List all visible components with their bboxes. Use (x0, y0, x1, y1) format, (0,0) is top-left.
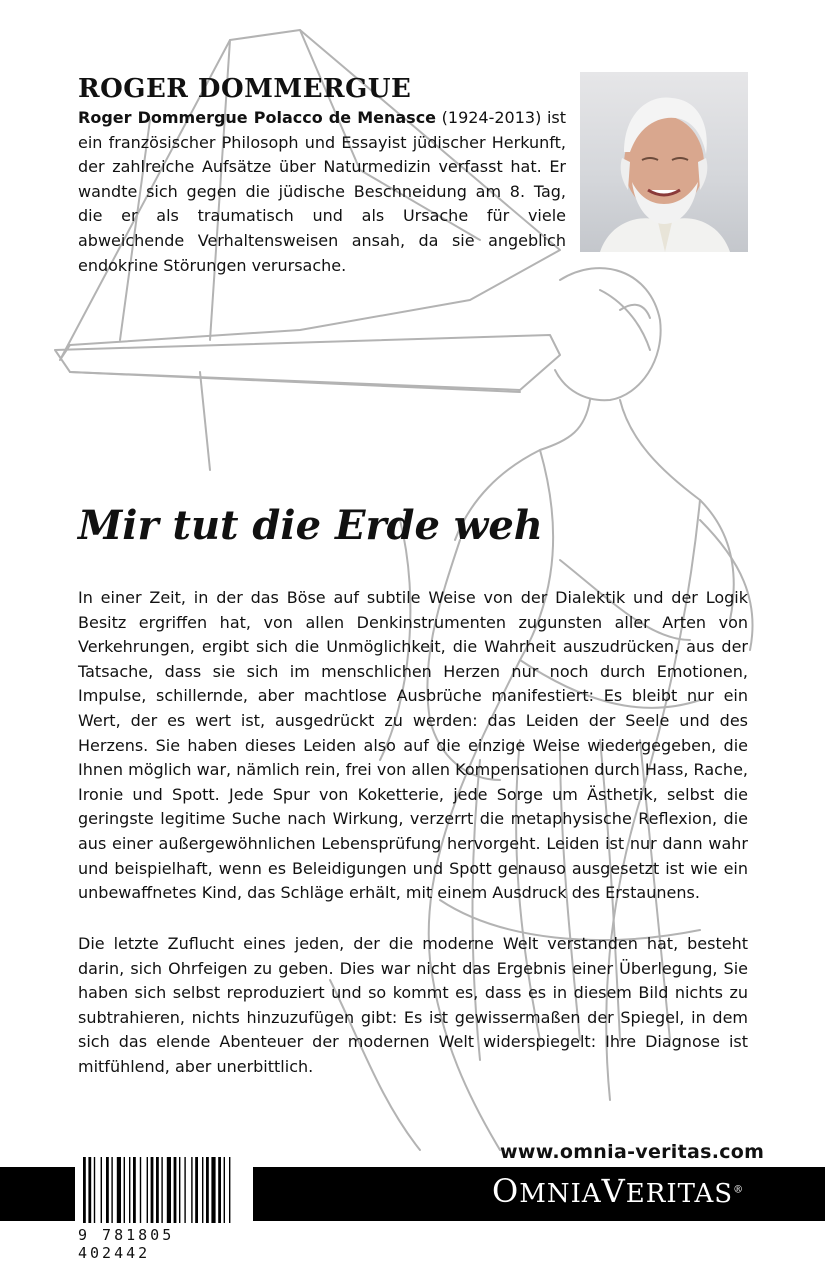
author-full-name: Roger Dommergue Polacco de Menasce (78, 108, 437, 127)
barcode-bar (218, 1157, 221, 1223)
logo-letter-v: V (601, 1172, 626, 1210)
barcode-bar (129, 1157, 130, 1223)
publisher-logo (492, 1172, 744, 1210)
barcode-bar (202, 1157, 203, 1223)
book-title: Mir tut die Erde weh (78, 502, 543, 549)
barcode-bar (106, 1157, 109, 1223)
registered-mark: ® (733, 1184, 745, 1196)
logo-mnia: MNIA (519, 1179, 602, 1209)
barcode-bar (184, 1157, 185, 1223)
barcode-bar (94, 1157, 95, 1223)
barcode-bar (229, 1157, 230, 1223)
barcode-bar (147, 1157, 148, 1223)
barcode-bar (140, 1157, 141, 1223)
author-name: ROGER DOMMERGUE (78, 74, 412, 104)
barcode-bar (111, 1157, 112, 1223)
barcode-bar (88, 1157, 91, 1223)
barcode-bar (124, 1157, 125, 1223)
barcode-bar (83, 1157, 86, 1223)
barcode-bar (206, 1157, 209, 1223)
barcode-bar (174, 1157, 177, 1223)
logo-eritas: ERITAS (625, 1179, 734, 1209)
blurb-paragraph-1: In einer Zeit, in der das Böse auf subtile Weise von der Dialektik und der Logik Besitz ergriffen hat, von allen Denkinstrumenten zugunsten aller Arten von Verkehrungen, ergibt sich die Unmöglichkeit, die Wahrheit auszudrücken, aus der Tatsache, dass sie sich im menschlichen Herzen nur noch durch Emotionen, Impulse, schillernde, aber machtlose Ausbrüche manifestiert: Es bleibt nur ein Wert, der es wert ist, ausgedrückt zu werden: das Leiden der Seele und des Herzens. Sie haben dieses Leiden also auf die einzige Weise wiedergegeben, die Ihnen möglich war, nämlich rein, frei von allen Kompensationen durch Hass, Rache, Ironie und Spott. Jede Spur von Koketterie, jede Sorge um Ästhetik, selbst die geringste legitime Suche nach Wirkung, verzerrt die metaphysische Reflexion, die aus einer außergewöhnlichen Lebensprüfung hervorgeht. Leiden ist nur dann wahr und beispielhaft, wenn es Beleidigungen und Spott genauso ausgesetzt ist wie ein unbewaffnetes Kind, das Schläge erhält, mit einem Ausdruck des Erstaunens. (78, 588, 748, 903)
publisher-website-link[interactable]: www.omnia-veritas.com (500, 1141, 765, 1163)
author-photo (580, 72, 748, 252)
barcode-bar (195, 1157, 198, 1223)
author-bio (78, 106, 566, 278)
logo-letter-o: O (492, 1172, 520, 1210)
barcode-bar (156, 1157, 159, 1223)
isbn-barcode (75, 1153, 253, 1227)
author-bio-text: (1924-2013) ist ein französischer Philosoph und Essayist jüdischer Herkunft, der zahlreiche Aufsätze über Naturmedizin verfasst hat. Er wandte sich gegen die jüdische Beschneidung am 8. Tag, die er als traumatisch und als Ursache für viele abweichende Verhaltensweisen ansah, da sie angeblich endokrine Störungen verursache. (78, 108, 566, 275)
barcode-bar (167, 1157, 171, 1223)
barcode-bar (101, 1157, 102, 1223)
barcode-bar (161, 1157, 162, 1223)
barcode-bar (179, 1157, 180, 1223)
barcode-bar (117, 1157, 121, 1223)
barcode-bar (151, 1157, 154, 1223)
barcode-bar (224, 1157, 225, 1223)
blurb-paragraph-2: Die letzte Zuflucht eines jeden, der die moderne Welt verstanden hat, besteht darin, sich Ohrfeigen zu geben. Dies war nicht das Ergebnis einer Überlegung, Sie haben sich selbst reproduziert und so kommt es, dass es in diesem Bild nichts zu subtrahieren, nichts hinzuzufügen gibt: Es ist gewissermaßen der Spiegel, in dem sich das elende Abenteuer der modernen Welt widerspiegelt: Ihre Diagnose ist mitfühlend, aber unerbittlich. (78, 934, 748, 1076)
barcode-bar (191, 1157, 192, 1223)
barcode-bar (211, 1157, 215, 1223)
barcode-bar (133, 1157, 136, 1223)
isbn-number: 9 781805 402442 (78, 1226, 175, 1262)
